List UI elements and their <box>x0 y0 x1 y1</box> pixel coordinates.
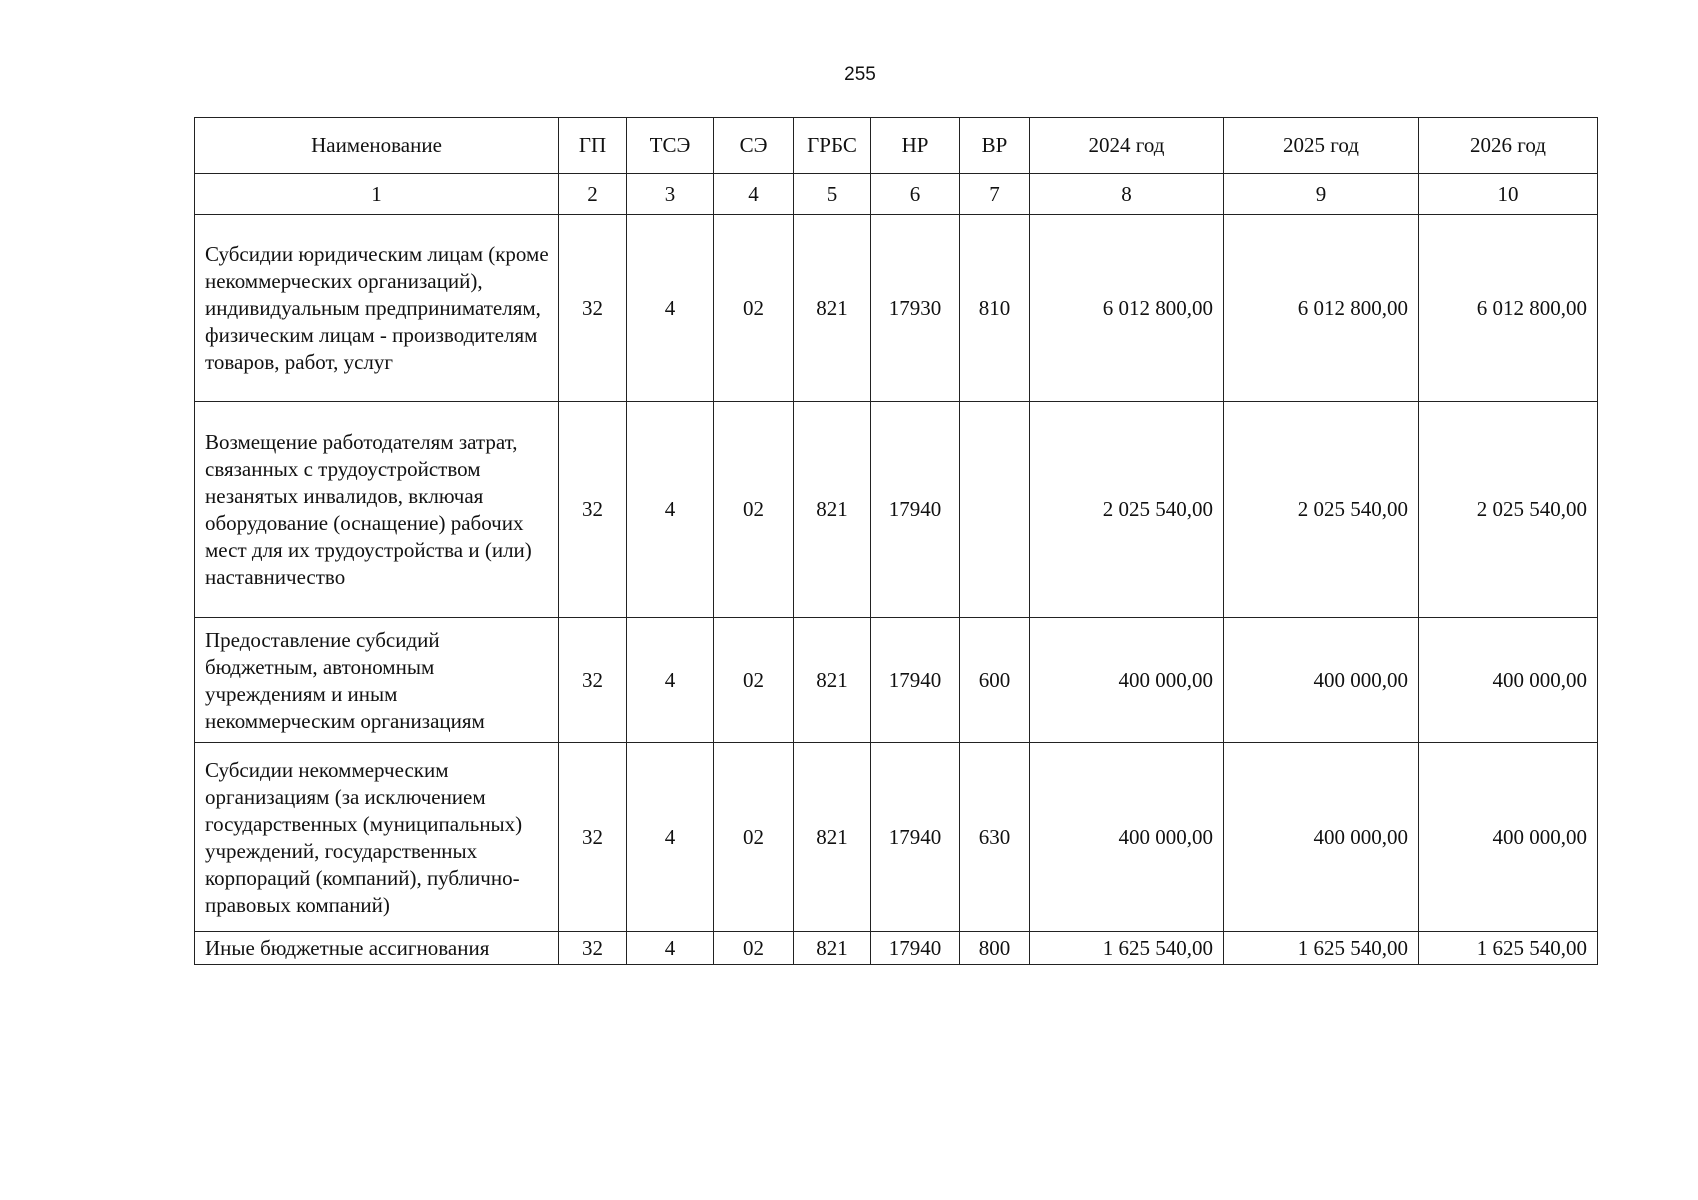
row-vr: 810 <box>960 215 1030 402</box>
row-tse: 4 <box>627 618 714 743</box>
row-vr: 600 <box>960 618 1030 743</box>
row-name: Субсидии некоммерческим организациям (за исключением государственных (муниципальных) учреждений, государственных корпораций (компаний), публично-правовых компаний) <box>195 743 559 932</box>
row-se: 02 <box>714 402 794 618</box>
table-row <box>195 618 1598 743</box>
row-tse: 4 <box>627 215 714 402</box>
row-nr: 17940 <box>871 402 960 618</box>
column-number: 1 <box>195 174 559 215</box>
header-name: Наименование <box>195 118 559 174</box>
row-se: 02 <box>714 743 794 932</box>
column-number: 10 <box>1419 174 1598 215</box>
header-vr: ВР <box>960 118 1030 174</box>
header-nr: НР <box>871 118 960 174</box>
row-grbs: 821 <box>794 932 871 965</box>
header-tse: ТСЭ <box>627 118 714 174</box>
row-2024: 6 012 800,00 <box>1030 215 1224 402</box>
row-grbs: 821 <box>794 743 871 932</box>
row-tse: 4 <box>627 932 714 965</box>
row-gp: 32 <box>559 618 627 743</box>
row-se: 02 <box>714 215 794 402</box>
column-number: 8 <box>1030 174 1224 215</box>
row-2026: 400 000,00 <box>1419 618 1598 743</box>
column-number: 9 <box>1224 174 1419 215</box>
page-number: 255 <box>844 64 876 85</box>
header-2026: 2026 год <box>1419 118 1598 174</box>
row-nr: 17940 <box>871 932 960 965</box>
row-2026: 2 025 540,00 <box>1419 402 1598 618</box>
row-2024: 1 625 540,00 <box>1030 932 1224 965</box>
column-number-row <box>195 174 1598 215</box>
row-2024: 400 000,00 <box>1030 618 1224 743</box>
column-number: 5 <box>794 174 871 215</box>
row-grbs: 821 <box>794 215 871 402</box>
row-2024: 2 025 540,00 <box>1030 402 1224 618</box>
row-nr: 17940 <box>871 618 960 743</box>
header-gp: ГП <box>559 118 627 174</box>
table-row <box>195 402 1598 618</box>
row-2025: 2 025 540,00 <box>1224 402 1419 618</box>
row-2025: 6 012 800,00 <box>1224 215 1419 402</box>
row-vr <box>960 402 1030 618</box>
row-vr: 630 <box>960 743 1030 932</box>
row-name: Возмещение работодателям затрат, связанных с трудоустройством незанятых инвалидов, включая оборудование (оснащение) рабочих мест для их трудоустройства и (или) наставничество <box>195 402 559 618</box>
row-gp: 32 <box>559 215 627 402</box>
table-row <box>195 932 1598 965</box>
table-row <box>195 743 1598 932</box>
row-name: Субсидии юридическим лицам (кроме некоммерческих организаций), индивидуальным предпринимателям, физическим лицам - производителям товаров, работ, услуг <box>195 215 559 402</box>
header-grbs: ГРБС <box>794 118 871 174</box>
row-vr: 800 <box>960 932 1030 965</box>
column-number: 2 <box>559 174 627 215</box>
column-number: 3 <box>627 174 714 215</box>
header-2025: 2025 год <box>1224 118 1419 174</box>
row-2024: 400 000,00 <box>1030 743 1224 932</box>
row-2026: 6 012 800,00 <box>1419 215 1598 402</box>
row-2025: 1 625 540,00 <box>1224 932 1419 965</box>
header-2024: 2024 год <box>1030 118 1224 174</box>
row-gp: 32 <box>559 932 627 965</box>
table-header-row <box>195 118 1598 174</box>
row-nr: 17930 <box>871 215 960 402</box>
row-name: Иные бюджетные ассигнования <box>195 932 559 965</box>
row-gp: 32 <box>559 402 627 618</box>
row-tse: 4 <box>627 402 714 618</box>
row-se: 02 <box>714 618 794 743</box>
table-row <box>195 215 1598 402</box>
column-number: 4 <box>714 174 794 215</box>
row-grbs: 821 <box>794 618 871 743</box>
column-number: 7 <box>960 174 1030 215</box>
row-2026: 1 625 540,00 <box>1419 932 1598 965</box>
row-2025: 400 000,00 <box>1224 618 1419 743</box>
row-grbs: 821 <box>794 402 871 618</box>
budget-table <box>194 117 1598 965</box>
row-gp: 32 <box>559 743 627 932</box>
row-2026: 400 000,00 <box>1419 743 1598 932</box>
row-nr: 17940 <box>871 743 960 932</box>
row-tse: 4 <box>627 743 714 932</box>
header-se: СЭ <box>714 118 794 174</box>
row-name: Предоставление субсидий бюджетным, автономным учреждениям и иным некоммерческим организациям <box>195 618 559 743</box>
row-se: 02 <box>714 932 794 965</box>
row-2025: 400 000,00 <box>1224 743 1419 932</box>
column-number: 6 <box>871 174 960 215</box>
